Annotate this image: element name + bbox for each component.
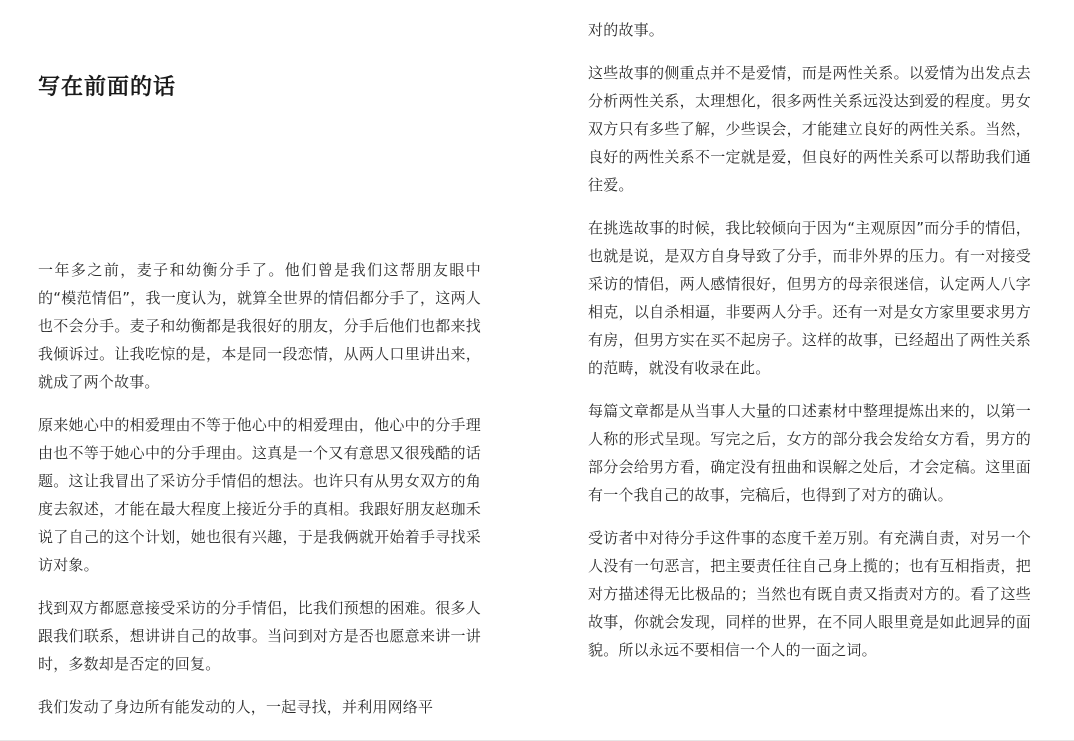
paragraph: 原来她心中的相爱理由不等于他心中的相爱理由，他心中的分手理由也不等于她心中的分手理由。这真是一个又有意思又很残酷的话题。这让我冒出了采访分手情侣的想法。也许只有从男女双方的角度去叙述，才能在最大程度上接近分手的真相。我跟好朋友赵珈禾说了自己的这个计划，她也很有兴趣，于是我俩就开始着手寻找采访对象。 bbox=[38, 416, 481, 574]
paragraph: 这些故事的侧重点并不是爱情，而是两性关系。以爱情为出发点去分析两性关系，太理想化，很多两性关系远没达到爱的程度。男女双方只有多些了解，少些误会，才能建立良好的两性关系。当然，良好的两性关系不一定就是爱，但良好的两性关系可以帮助我们通往爱。 bbox=[588, 64, 1031, 194]
paragraph: 每篇文章都是从当事人大量的口述素材中整理提炼出来的，以第一人称的形式呈现。写完之后，女方的部分我会发给女方看，男方的部分会给男方看，确定没有扭曲和误解之处后，才会定稿。这里面有一个我自己的故事，完稿后，也得到了对方的确认。 bbox=[588, 402, 1031, 504]
paragraph: 对的故事。 bbox=[588, 21, 665, 39]
left-body-text bbox=[38, 256, 481, 736]
paragraph: 我们发动了身边所有能发动的人，一起寻找，并利用网络平 bbox=[38, 698, 434, 716]
right-page bbox=[588, 0, 1031, 741]
left-page bbox=[38, 0, 481, 741]
right-body-text bbox=[588, 16, 1031, 679]
paragraph: 受访者中对待分手这件事的态度千差万别。有充满自责，对另一个人没有一句恶言，把主要责任往自己身上揽的；也有互相指责，把对方描述得无比极品的；当然也有既自责又指责对方的。看了这些故事，你就会发现，同样的世界，在不同人眼里竟是如此迥异的面貌。所以永远不要相信一个人的一面之词。 bbox=[588, 529, 1031, 659]
page-title: 写在前面的话 bbox=[38, 75, 177, 100]
paragraph: 一年多之前，麦子和幼衡分手了。他们曾是我们这帮朋友眼中的“模范情侣”，我一度认为，就算全世界的情侣都分手了，这两人也不会分手。麦子和幼衡都是我很好的朋友，分手后他们也都来找我倾诉过。让我吃惊的是，本是同一段恋情，从两人口里讲出来，就成了两个故事。 bbox=[38, 261, 481, 391]
paragraph: 在挑选故事的时候，我比较倾向于因为“主观原因”而分手的情侣，也就是说，是双方自身导致了分手，而非外界的压力。有一对接受采访的情侣，两人感情很好，但男方的母亲很迷信，认定两人八字相克，以自杀相逼，非要两人分手。还有一对是女方家里要求男方有房，但男方实在买不起房子。这样的故事，已经超出了两性关系的范畴，就没有收录在此。 bbox=[588, 219, 1031, 377]
paragraph: 找到双方都愿意接受采访的分手情侣，比我们预想的困难。很多人跟我们联系，想讲讲自己的故事。当问到对方是否也愿意来讲一讲时，多数却是否定的回复。 bbox=[38, 599, 481, 673]
